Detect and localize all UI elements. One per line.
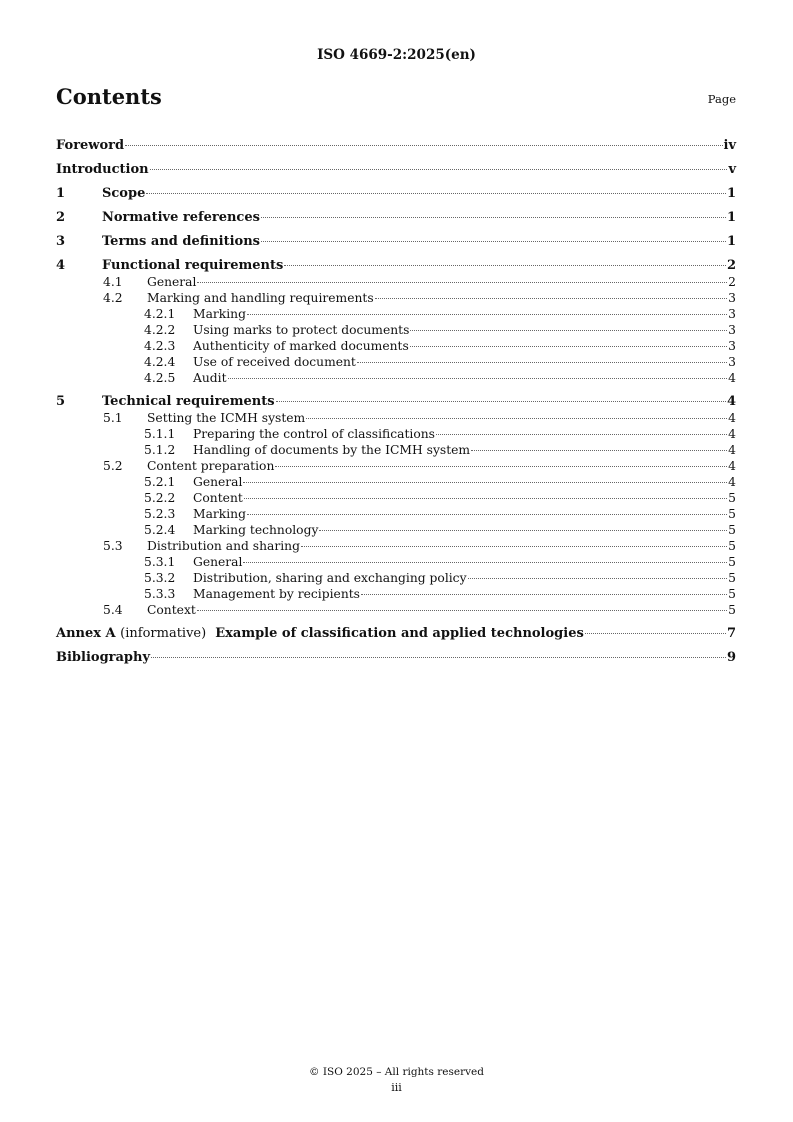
dot-leader [261,241,726,242]
toc-entry-4-1[interactable] [56,274,736,290]
page-column-label: Page [707,92,736,106]
toc-entry-5-3-2[interactable] [56,570,736,586]
toc-entry-page: v [728,162,736,177]
toc-entry-title: Introduction [56,162,149,177]
toc-entry-terms-definitions[interactable] [56,234,736,250]
document-header: ISO 4669-2:2025(en) [317,47,476,63]
toc-entry-page: 4 [728,459,736,473]
toc-entry-4-2-1[interactable] [56,306,736,322]
toc-entry-title: General [147,275,197,289]
toc-entry-number: 5.2.2 [144,491,176,505]
toc-entry-number: 5.2.1 [144,475,176,489]
dot-leader [243,482,727,483]
toc-entry-page: 5 [728,491,736,505]
toc-entry-title: Bibliography [56,650,151,665]
dot-leader [146,193,726,194]
toc-entry-title: Foreword [56,138,125,153]
toc-entry-title: Audit [193,371,227,385]
toc-entry-title: Context [147,603,196,617]
toc-entry-page: 4 [728,371,736,385]
toc-entry-title: Functional requirements [102,258,284,273]
dot-leader [261,217,726,218]
dot-leader [585,633,726,634]
toc-entry-title: Scope [102,186,146,201]
dot-leader [243,562,727,563]
toc-entry-4-2-2[interactable] [56,322,736,338]
toc-entry-title: Marking [193,507,246,521]
toc-entry-title: Normative references [102,210,260,225]
toc-entry-title: Marking technology [193,523,319,537]
toc-entry-number: 5.2.3 [144,507,176,521]
toc-entry-number: 5.1 [103,411,123,425]
toc-entry-number: 5.4 [103,603,123,617]
toc-entry-bibliography[interactable] [56,650,736,666]
toc-entry-title: Distribution, sharing and exchanging policy [193,571,467,585]
toc-entry-number: 4 [56,258,66,273]
toc-entry-5-2-2[interactable] [56,490,736,506]
toc-entry-number: 1 [56,186,66,201]
annex-note: (informative) [120,626,207,641]
contents-title: Contents [56,84,162,109]
toc-entry-5-2-1[interactable] [56,474,736,490]
toc-entry-page: 9 [726,650,736,665]
toc-entry-5-1[interactable] [56,410,736,426]
toc-entry-title [56,626,584,642]
dot-leader [247,314,727,315]
toc-entry-title: Terms and definitions [102,234,260,249]
annex-label: Annex A [56,626,116,641]
toc-entry-number: 5.3 [103,539,123,553]
toc-entry-scope[interactable] [56,186,736,202]
dot-leader [197,610,727,611]
toc-entry-title: Distribution and sharing [147,539,300,553]
dot-leader [375,298,728,299]
dot-leader [357,362,727,363]
toc-entry-4-2-4[interactable] [56,354,736,370]
toc-entry-page: iv [723,138,736,153]
toc-entry-title: Authenticity of marked documents [193,339,409,353]
toc-entry-page: 1 [726,210,736,225]
toc-entry-number: 4.2.1 [144,307,176,321]
toc-entry-5-4[interactable] [56,602,736,618]
toc-entry-page: 4 [728,443,736,457]
dot-leader [244,498,727,499]
toc-entry-page: 5 [728,571,736,585]
dot-leader [151,657,726,658]
toc-entry-4-2[interactable] [56,290,736,306]
dot-leader [276,401,726,402]
toc-entry-4-2-3[interactable] [56,338,736,354]
toc-entry-5-2[interactable] [56,458,736,474]
toc-entry-annex-a[interactable] [56,626,736,642]
toc-entry-4-2-5[interactable] [56,370,736,386]
dot-leader [247,514,727,515]
dot-leader [319,530,727,531]
toc-entry-number: 2 [56,210,66,225]
toc-entry-title: Management by recipients [193,587,360,601]
toc-entry-page: 5 [728,555,736,569]
toc-entry-page: 5 [728,587,736,601]
copyright-notice: © ISO 2025 – All rights reserved [309,1066,484,1078]
toc-entry-title: Use of received document [193,355,356,369]
dot-leader [436,434,727,435]
toc-entry-page: 4 [728,411,736,425]
toc-entry-number: 5.3.1 [144,555,176,569]
toc-entry-5-3-1[interactable] [56,554,736,570]
toc-entry-title: Using marks to protect documents [193,323,410,337]
toc-entry-number: 4.1 [103,275,123,289]
toc-entry-page: 5 [728,603,736,617]
toc-entry-number: 4.2.5 [144,371,176,385]
toc-entry-page: 5 [728,523,736,537]
toc-entry-foreword[interactable] [56,138,736,154]
toc-entry-number: 5.1.2 [144,443,176,457]
toc-entry-page: 3 [728,323,736,337]
toc-entry-5-1-2[interactable] [56,442,736,458]
dot-leader [197,282,727,283]
dot-leader [468,578,728,579]
dot-leader [125,145,722,146]
toc-entry-page: 5 [728,539,736,553]
annex-title: Example of classification and applied technologies [215,626,584,641]
toc-entry-5-2-4[interactable] [56,522,736,538]
toc-entry-page: 4 [728,427,736,441]
toc-entry-title: Handling of documents by the ICMH system [193,443,471,457]
dot-leader [301,546,727,547]
toc-entry-page: 7 [726,626,736,641]
toc-entry-page: 4 [726,394,736,409]
toc-entry-title: Technical requirements [102,394,275,409]
toc-entry-number: 4.2.3 [144,339,176,353]
toc-entry-title: General [193,555,243,569]
dot-leader [284,265,726,266]
toc-entry-functional-requirements[interactable] [56,258,736,274]
toc-entry-page: 3 [728,291,736,305]
toc-entry-page: 4 [728,475,736,489]
dot-leader [410,330,727,331]
toc-entry-title: Preparing the control of classifications [193,427,435,441]
toc-entry-number: 3 [56,234,66,249]
dot-leader [306,418,727,419]
toc-entry-title: Marking and handling requirements [147,291,374,305]
page-footer [0,1066,793,1094]
toc-entry-number: 5 [56,394,66,409]
toc-entry-number: 5.2 [103,459,123,473]
toc-entry-number: 4.2.2 [144,323,176,337]
toc-entry-page: 3 [728,339,736,353]
dot-leader [471,450,727,451]
toc-entry-introduction[interactable] [56,162,736,178]
toc-entry-page: 1 [726,234,736,249]
toc-entry-page: 2 [728,275,736,289]
toc-entry-technical-requirements[interactable] [56,394,736,410]
toc-entry-5-1-1[interactable] [56,426,736,442]
toc-entry-5-3-3[interactable] [56,586,736,602]
dot-leader [361,594,727,595]
toc-entry-page: 2 [726,258,736,273]
page-number: iii [391,1081,402,1094]
toc-entry-number: 5.3.3 [144,587,176,601]
toc-entry-number: 5.1.1 [144,427,176,441]
toc-entry-title: General [193,475,243,489]
toc-entry-number: 4.2.4 [144,355,176,369]
toc-entry-title: Marking [193,307,246,321]
dot-leader [275,466,727,467]
toc-entry-number: 4.2 [103,291,123,305]
toc-entry-page: 1 [726,186,736,201]
toc-entry-5-3[interactable] [56,538,736,554]
dot-leader [410,346,727,347]
toc-entry-page: 3 [728,307,736,321]
dot-leader [228,378,728,379]
toc-entry-number: 5.3.2 [144,571,176,585]
dot-leader [150,169,728,170]
toc-entry-page: 3 [728,355,736,369]
toc-entry-normative-references[interactable] [56,210,736,226]
toc-entry-title: Content [193,491,243,505]
table-of-contents [56,130,736,666]
toc-entry-title: Content preparation [147,459,275,473]
toc-entry-page: 5 [728,507,736,521]
toc-entry-number: 5.2.4 [144,523,176,537]
toc-entry-title: Setting the ICMH system [147,411,306,425]
toc-entry-5-2-3[interactable] [56,506,736,522]
